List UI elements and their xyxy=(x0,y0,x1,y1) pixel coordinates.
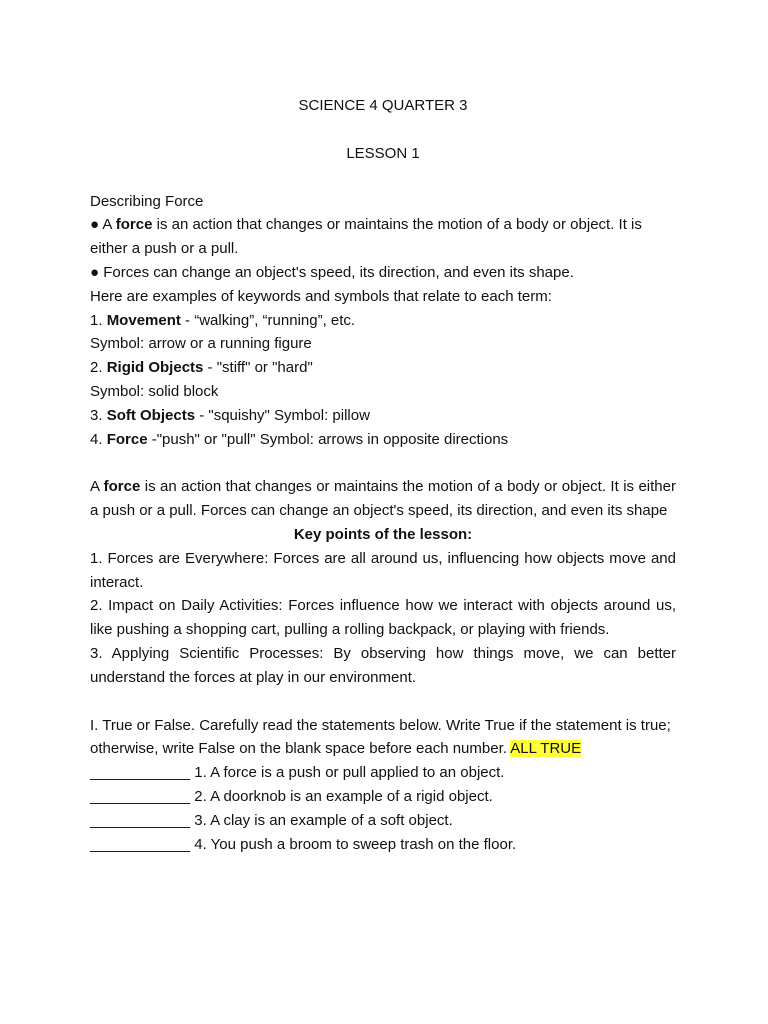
item-term: Soft Objects xyxy=(106,406,196,424)
example-item xyxy=(90,404,676,428)
example-item xyxy=(90,428,676,452)
instructions-text: I. True or False. Carefully read the statements below. Write True if the statement is true; otherwise, write False on the blank space before each number. xyxy=(90,716,671,758)
key-point: 1. Forces are Everywhere: Forces are all around us, influencing how objects move and interact. xyxy=(90,549,676,591)
bullet-text: is an action that changes or maintains the motion of a body or object. It is either a push or a pull. xyxy=(90,216,642,258)
spacer xyxy=(90,451,676,475)
spacer xyxy=(90,690,676,714)
bold-term-force: force xyxy=(103,478,141,496)
key-point: 2. Impact on Daily Activities: Forces influence how we interact with objects around us, like pushing a shopping cart, pulling a rolling backpack, or playing with friends. xyxy=(90,597,676,639)
document-body xyxy=(90,94,676,856)
item-number: 3. xyxy=(90,406,107,424)
quiz-question: ____________ 4. You push a broom to sweep trash on the floor. xyxy=(90,835,517,853)
item-description: - "squishy" Symbol: pillow xyxy=(195,406,370,424)
bullet-force-definition xyxy=(90,213,676,261)
paragraph-prefix: A xyxy=(90,478,104,496)
key-points-title-text: Key points of the lesson: xyxy=(293,525,473,543)
quiz-question: ____________ 2. A doorknob is an example of a rigid object. xyxy=(90,787,493,805)
item-term: Movement xyxy=(106,311,181,329)
quiz-question: ____________ 3. A clay is an example of a soft object. xyxy=(90,811,453,829)
quiz-question: ____________ 1. A force is a push or pull applied to an object. xyxy=(90,764,505,782)
item-number: 2. xyxy=(90,359,107,377)
example-item xyxy=(90,356,676,380)
example-symbol: Symbol: solid block xyxy=(90,382,219,400)
item-description: -"push" or "pull" Symbol: arrows in opposite directions xyxy=(147,430,509,448)
paragraph-text: is an action that changes or maintains the motion of a body or object. It is either a push or a pull. Forces can change an object's speed, its direction, and even its shape xyxy=(90,478,676,520)
item-description: - “walking”, “running”, etc. xyxy=(180,311,356,329)
bullet-prefix: ● A xyxy=(90,216,116,234)
bold-term-force: force xyxy=(115,216,153,234)
example-symbol: Symbol: arrow or a running figure xyxy=(90,335,312,353)
force-summary-paragraph xyxy=(90,475,676,523)
item-term: Rigid Objects xyxy=(106,359,204,377)
key-point: 3. Applying Scientific Processes: By observing how things move, we can better understand the forces at play in our environment. xyxy=(90,644,676,686)
example-item xyxy=(90,309,676,333)
bullet-force-effects: ● Forces can change an object's speed, its direction, and even its shape. xyxy=(90,263,574,281)
item-description: - "stiff" or "hard" xyxy=(203,359,313,377)
key-points-title xyxy=(90,523,676,547)
item-number: 4. xyxy=(90,430,107,448)
highlighted-answer: ALL TRUE xyxy=(510,740,582,758)
quiz-instructions xyxy=(90,714,676,762)
lesson-heading: LESSON 1 xyxy=(346,144,420,162)
section-heading: Describing Force xyxy=(90,192,204,210)
item-term: Force xyxy=(106,430,148,448)
item-number: 1. xyxy=(90,311,107,329)
document-title: SCIENCE 4 QUARTER 3 xyxy=(298,97,468,114)
examples-intro: Here are examples of keywords and symbols that relate to each term: xyxy=(90,287,552,305)
